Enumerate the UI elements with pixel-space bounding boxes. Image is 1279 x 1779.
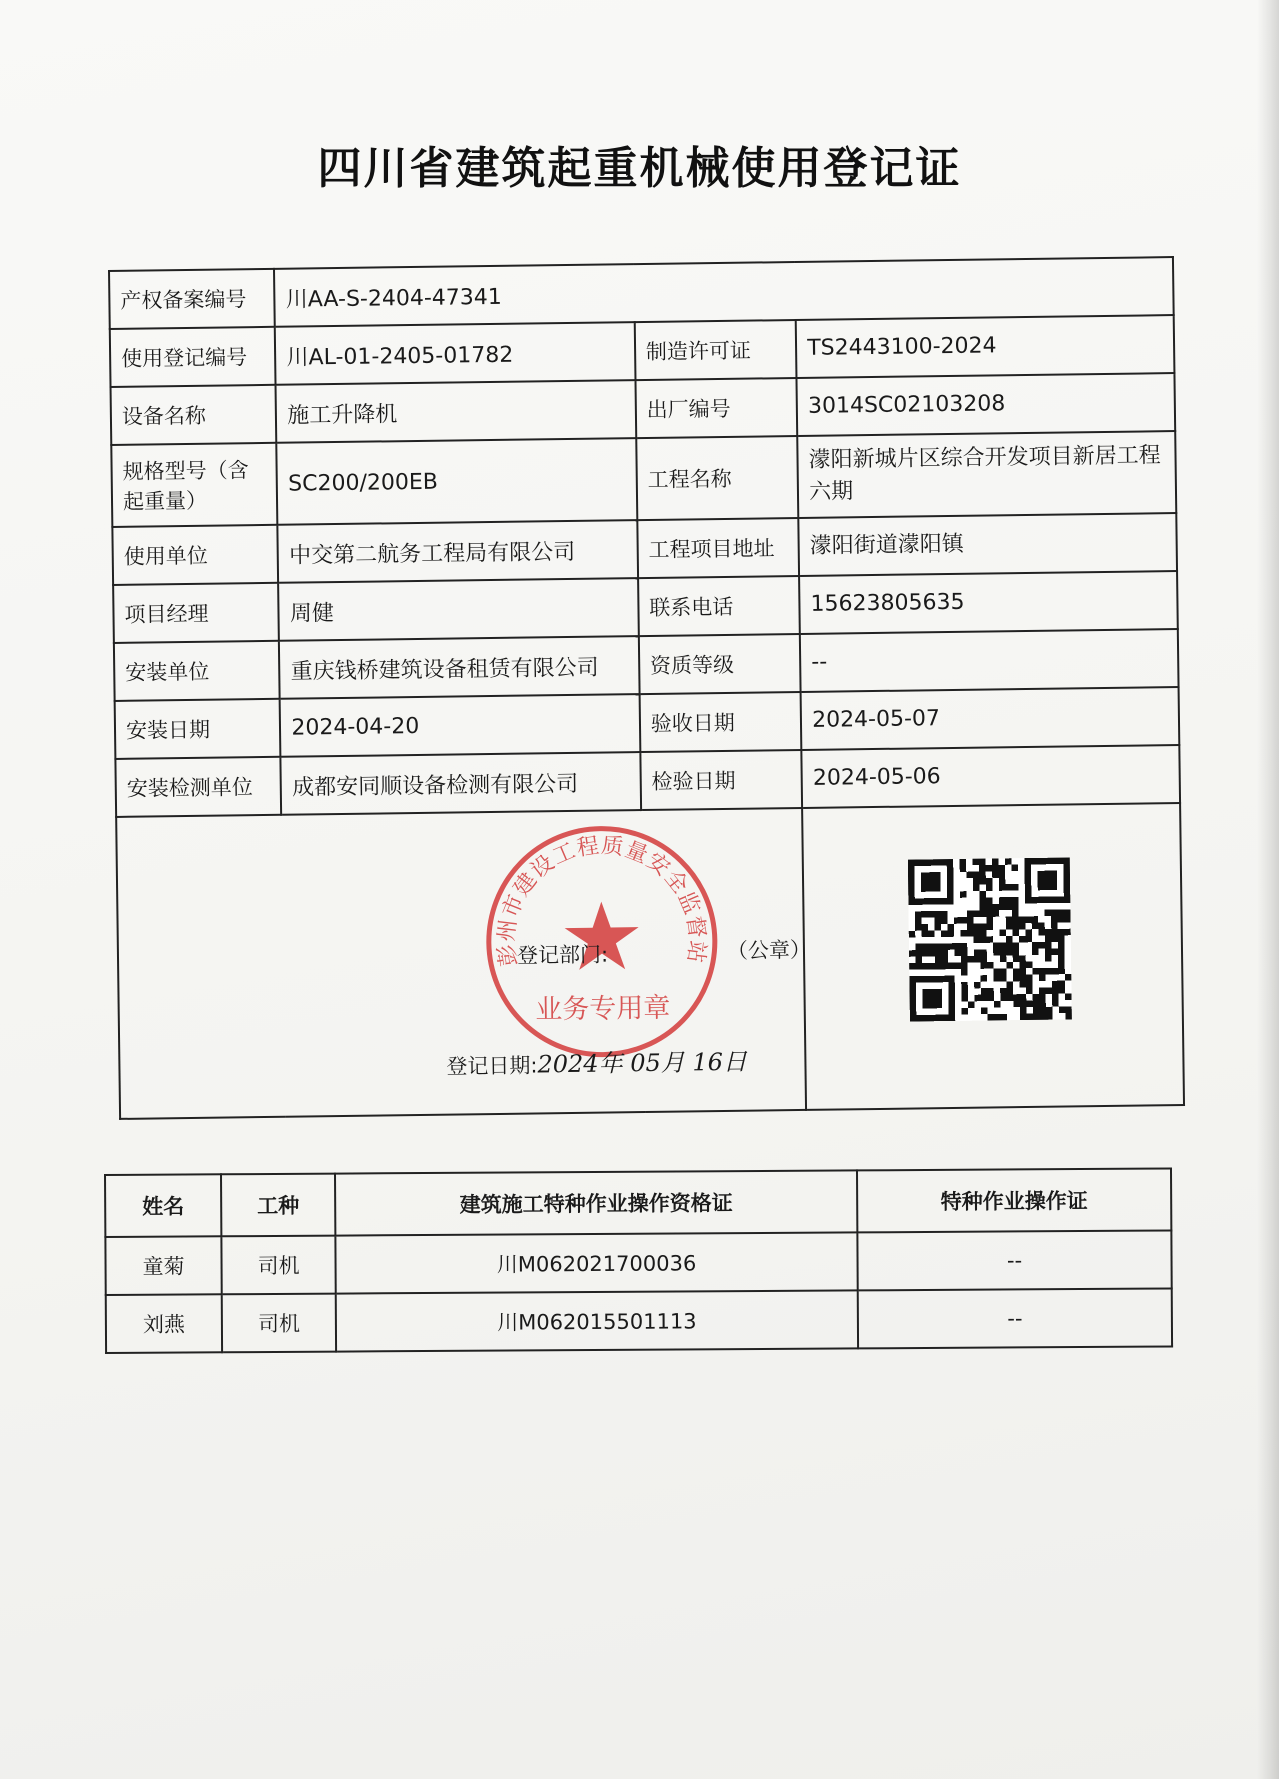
- operator-special-op-cert: --: [858, 1288, 1172, 1348]
- operators-table: [104, 1167, 1173, 1354]
- project-name-value: 濛阳新城片区综合开发项目新居工程六期: [797, 431, 1176, 518]
- project-address-label: 工程项目地址: [637, 518, 799, 578]
- factory-number-value: 3014SC02103208: [797, 373, 1176, 436]
- operator-trade: 司机: [221, 1236, 335, 1295]
- seal-bottom-text: 业务专用章: [535, 992, 671, 1026]
- registration-date: [446, 1042, 747, 1081]
- inspection-date-value: 2024-05-06: [801, 745, 1180, 808]
- qualification-level-label: 资质等级: [639, 634, 801, 694]
- qr-code-icon[interactable]: [908, 857, 1072, 1021]
- table-header-row: [105, 1168, 1171, 1237]
- project-manager-label: 项目经理: [113, 583, 279, 643]
- use-registration-value: 川AL-01-2405-01782: [275, 322, 635, 385]
- page-title: 四川省建筑起重机械使用登记证: [317, 143, 962, 194]
- use-registration-label: 使用登记编号: [110, 327, 276, 387]
- registration-dept-label: 登记部门:: [516, 942, 609, 968]
- property-record-label: 产权备案编号: [109, 269, 275, 329]
- manufacture-license-label: 制造许可证: [635, 320, 797, 380]
- registration-date-label: 登记日期:: [446, 1053, 538, 1079]
- header-trade: 工种: [221, 1174, 335, 1237]
- qualification-level-value: --: [800, 629, 1179, 692]
- registration-stamp-cell: [116, 808, 812, 1119]
- acceptance-date-label: 验收日期: [639, 692, 801, 752]
- factory-number-label: 出厂编号: [635, 378, 797, 438]
- operator-construction-cert: 川M062015501113: [336, 1290, 858, 1351]
- project-address-value: 濛阳街道濛阳镇: [798, 513, 1177, 576]
- manufacture-license-value: TS2443100-2024: [796, 315, 1175, 378]
- registration-table: [108, 256, 1185, 1120]
- table-row: [111, 431, 1176, 527]
- paper-edge-shadow: [1257, 0, 1279, 1779]
- project-name-label: 工程名称: [636, 436, 798, 520]
- equipment-name-value: 施工升降机: [276, 380, 636, 443]
- header-special-op-cert: 特种作业操作证: [857, 1168, 1171, 1232]
- install-date-label: 安装日期: [115, 699, 281, 759]
- user-unit-label: 使用单位: [112, 525, 278, 585]
- install-date-value: 2024-04-20: [280, 694, 640, 757]
- table-row: [105, 1230, 1171, 1295]
- table-row: [116, 803, 1184, 1119]
- qr-code-cell: [802, 803, 1184, 1110]
- phone-label: 联系电话: [638, 576, 800, 636]
- property-record-value: 川AA-S-2404-47341: [274, 257, 1173, 327]
- table-row: [106, 1288, 1172, 1353]
- operator-special-op-cert: --: [857, 1230, 1171, 1290]
- official-seal-note: （公章）: [726, 937, 812, 963]
- operator-name: 刘燕: [106, 1294, 222, 1353]
- project-manager-value: 周健: [279, 578, 639, 641]
- header-name: 姓名: [105, 1174, 221, 1237]
- phone-value: 15623805635: [799, 571, 1178, 634]
- operator-trade: 司机: [222, 1294, 336, 1353]
- inspection-date-label: 检验日期: [640, 750, 802, 810]
- equipment-name-label: 设备名称: [111, 385, 277, 445]
- inspection-unit-value: 成都安同顺设备检测有限公司: [281, 752, 641, 815]
- spec-model-label: 规格型号（含起重量）: [111, 443, 277, 527]
- header-construction-cert: 建筑施工特种作业操作资格证: [335, 1170, 857, 1235]
- spec-model-value: SC200/200EB: [277, 438, 637, 525]
- inspection-unit-label: 安装检测单位: [115, 757, 281, 817]
- operator-construction-cert: 川M062021700036: [335, 1232, 857, 1293]
- seal-arc-text: 彭州市建设工程质量安全监督站: [494, 833, 710, 968]
- acceptance-date-value: 2024-05-07: [801, 687, 1180, 750]
- operator-name: 童菊: [105, 1236, 221, 1295]
- install-unit-value: 重庆钱桥建筑设备租赁有限公司: [279, 636, 639, 699]
- user-unit-value: 中交第二航务工程局有限公司: [278, 520, 638, 583]
- install-unit-label: 安装单位: [114, 641, 280, 701]
- registration-date-handwritten: 2024年 05月 16日: [537, 1047, 748, 1079]
